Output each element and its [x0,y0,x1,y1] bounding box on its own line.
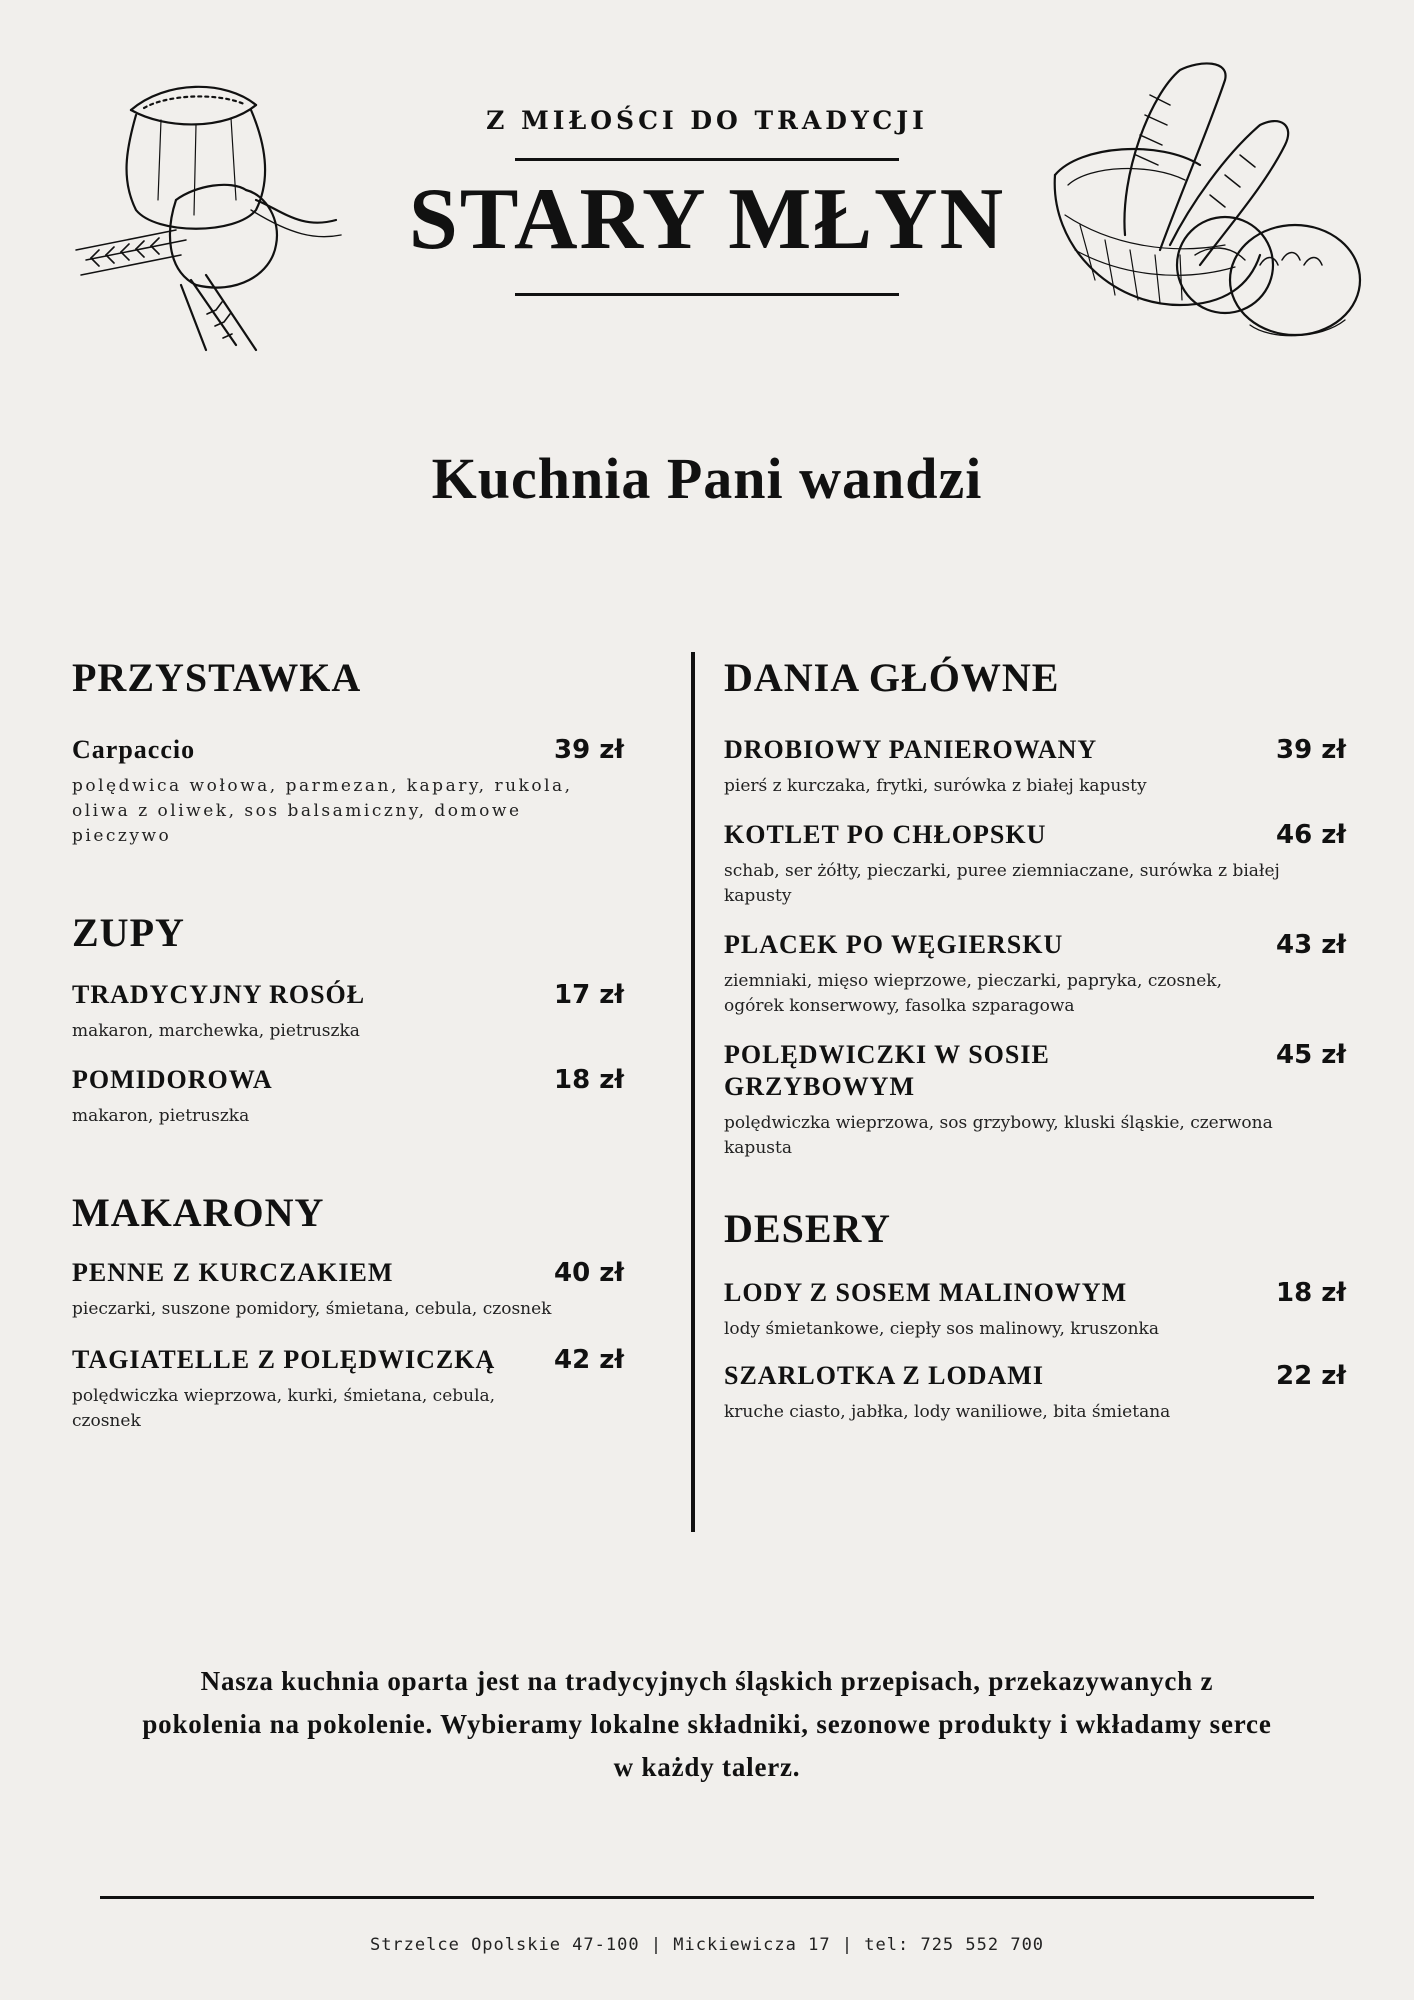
item-name: DROBIOWY PANIEROWANY [724,735,1098,764]
section-title-pasta: MAKARONY [72,1190,325,1235]
item-description: makaron, pietruszka [72,1106,250,1126]
item-name: PLACEK PO WĘGIERSKU [724,930,1064,959]
item-name: POLĘDWICZKI W SOSIE GRZYBOWYM [724,1040,1050,1101]
header-rule-bottom [515,293,899,296]
brand-name: STARY MŁYN [408,171,1006,268]
contact-info: Strzelce Opolskie 47-100 | Mickiewicza 17 | tel: 725 552 700 [369,1935,1045,1955]
item-name: POMIDOROWA [72,1065,273,1094]
item-name: TRADYCYJNY ROSÓŁ [72,980,366,1009]
item-description: makaron, marchewka, pietruszka [72,1021,360,1041]
menu-item [72,979,624,1044]
item-description: lody śmietankowe, ciepły sos malinowy, kruszonka [724,1319,1159,1339]
item-price: 43 zł [1275,930,1346,960]
menu-item [724,929,1346,1019]
item-price: 46 zł [1275,820,1346,850]
menu-item [72,1344,624,1434]
section-title-starters: PRZYSTAWKA [72,655,362,700]
item-price: 22 zł [1275,1361,1346,1391]
item-name: PENNE Z KURCZAKIEM [72,1258,394,1287]
menu-item [724,819,1346,909]
tagline: Z MIŁOŚCI DO TRADYCJI [486,106,928,135]
item-price: 17 zł [553,980,624,1010]
column-divider [691,652,695,1532]
menu-item [724,1360,1346,1425]
menu-item [72,1064,624,1129]
item-price: 39 zł [1275,735,1346,765]
menu-left-column [72,654,624,1434]
item-description: kruche ciasto, jabłka, lody waniliowe, bita śmietana [724,1402,1171,1422]
item-name: SZARLOTKA Z LODAMI [724,1361,1044,1390]
page-title: Kuchnia Pani wandzi [431,446,983,511]
menu-item [724,734,1346,799]
item-description: pierś z kurczaka, frytki, surówka z białej kapusty [724,776,1147,796]
section-title-soups: ZUPY [72,910,185,955]
menu-item [724,1277,1346,1342]
menu-item [72,1257,624,1322]
item-price: 18 zł [1275,1278,1346,1308]
item-name: KOTLET PO CHŁOPSKU [724,820,1047,849]
item-price: 18 zł [553,1065,624,1095]
menu-item [72,734,624,849]
section-title-desserts: DESERY [724,1206,891,1251]
item-price: 45 zł [1275,1040,1346,1070]
item-price: 39 zł [553,735,624,765]
item-description: polędwiczka wieprzowa, sos grzybowy, kluski śląskie, czerwona kapusta [724,1113,1273,1158]
item-price: 42 zł [553,1345,624,1375]
header-rule-top [515,158,899,161]
item-description: schab, ser żółty, pieczarki, puree ziemniaczane, surówka z białej kapusty [724,861,1280,906]
item-description: polędwiczka wieprzowa, kurki, śmietana, cebula, czosnek [72,1386,496,1431]
footer-rule [100,1896,1314,1899]
section-title-mains: DANIA GŁÓWNE [724,655,1060,700]
menu-right-column [724,654,1346,1425]
item-name: Carpaccio [72,735,196,764]
kitchen-note: Nasza kuchnia oparta jest na tradycyjnych śląskich przepisach, przekazywanych z pokolenia na pokolenie. Wybieramy lokalne składniki, sezonowe produkty i wkładamy serce w każdy talerz. [142,1666,1272,1782]
menu-item [724,1039,1346,1161]
item-description: ziemniaki, mięso wieprzowe, pieczarki, papryka, czosnek, ogórek konserwowy, fasolka szparagowa [724,971,1222,1016]
item-name: TAGIATELLE Z POLĘDWICZKĄ [72,1345,496,1374]
item-name: LODY Z SOSEM MALINOWYM [724,1278,1128,1307]
item-price: 40 zł [553,1258,624,1288]
item-description: polędwica wołowa, parmezan, kapary, rukola, oliwa z oliwek, sos balsamiczny, domowe pieczywo [72,776,573,846]
item-description: pieczarki, suszone pomidory, śmietana, cebula, czosnek [72,1299,552,1319]
